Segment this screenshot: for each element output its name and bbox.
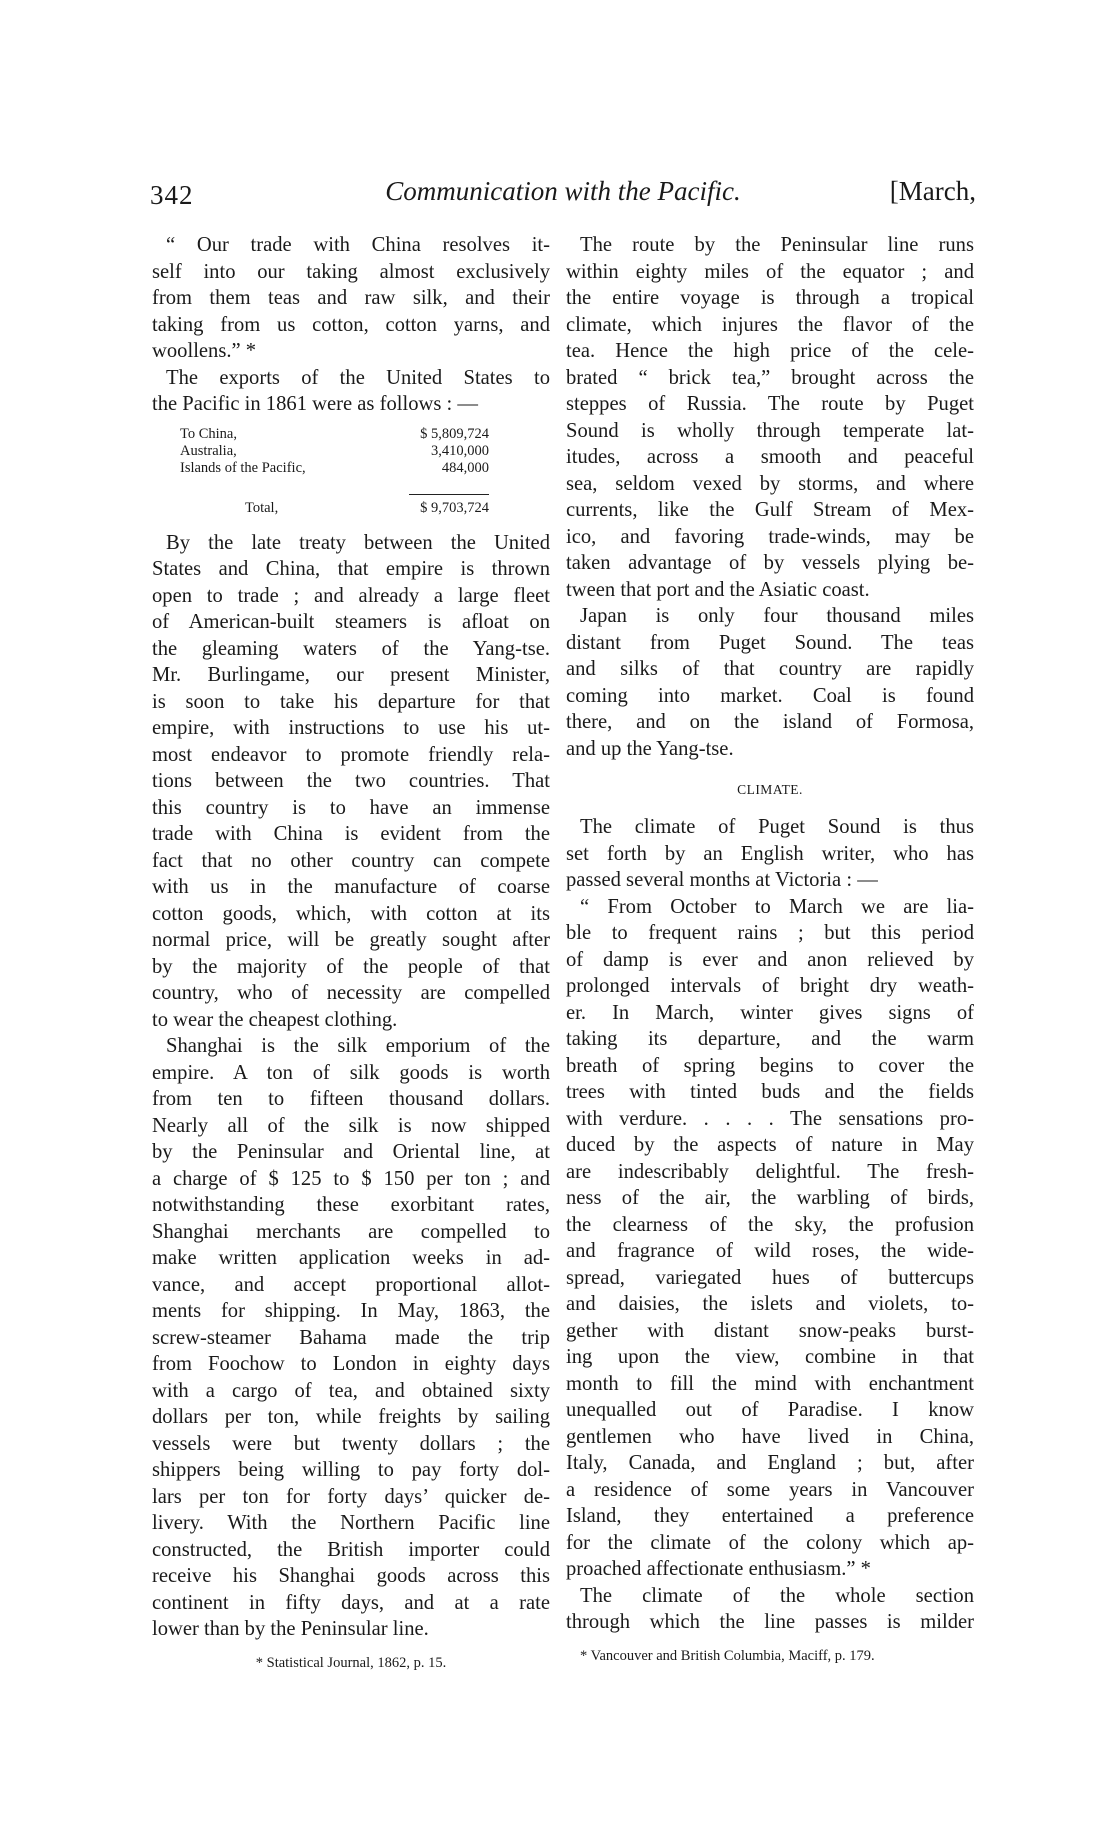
running-head (150, 176, 976, 216)
text-line: Shanghai is the silk emporium of the (166, 1035, 550, 1057)
exports-label: Islands of the Pacific, (180, 459, 306, 476)
shanghai-paragraph (152, 1033, 550, 1643)
text-line: States and China, that empire is thrown (152, 558, 550, 580)
text-line: are indescribably delightful. The fresh- (566, 1160, 974, 1183)
text-line: breath of spring begins to cover the (566, 1054, 974, 1077)
text-line: by the majority of the people of that (152, 955, 550, 978)
text-line: tea. Hence the high price of the cele- (566, 340, 974, 362)
text-line: ing upon the view, combine in that (566, 1346, 974, 1368)
text-line: duced by the aspects of nature in May (566, 1134, 974, 1156)
exports-total-label: Total, (245, 499, 279, 516)
text-line: with us in the manufacture of coarse (152, 876, 550, 898)
exports-table (152, 420, 550, 528)
text-line: ico, and favoring trade-winds, may be (566, 525, 974, 548)
text-line: brated “ brick tea,” brought across the (566, 366, 974, 389)
trade-quote-paragraph (152, 232, 550, 365)
article-title: Communication with the Pacific. (385, 176, 741, 206)
text-line: By the late treaty between the United (166, 531, 550, 554)
footnote-statistical-journal: * Statistical Journal, 1862, p. 15. (255, 1654, 447, 1671)
text-line: with a cargo of tea, and obtained sixty (152, 1379, 550, 1402)
text-line: from Foochow to London in eighty days (152, 1353, 550, 1375)
climate-intro-paragraph (566, 814, 974, 894)
exports-label: Australia, (180, 442, 237, 459)
text-line: “ From October to March we are lia- (580, 895, 974, 918)
text-line: “ Our trade with China resolves it- (166, 234, 550, 256)
text-line: constructed, the British importer could (152, 1538, 550, 1561)
exports-intro-paragraph (152, 365, 550, 418)
text-line: Italy, Canada, and England ; but, after (566, 1452, 974, 1474)
text-line: ness of the air, the warbling of birds, (566, 1187, 974, 1209)
text-line: prolonged intervals of bright dry weath- (566, 975, 974, 997)
text-line: a charge of $ 125 to $ 150 per ton ; and (152, 1167, 550, 1190)
text-line: the clearness of the sky, the profusion (566, 1213, 974, 1236)
text-line: taking its departure, and the warm (566, 1028, 974, 1050)
text-line: Sound is wholly through temperate lat- (566, 419, 974, 442)
text-line: livery. With the Northern Pacific line (152, 1512, 550, 1534)
text-line: ble to frequent rains ; but this period (566, 922, 974, 944)
text-line: shippers being willing to pay forty dol- (152, 1459, 550, 1481)
text-line: is soon to take his departure for that (152, 690, 550, 713)
text-line: distant from Puget Sound. The teas (566, 631, 974, 654)
text-line: The climate of Puget Sound is thus (580, 816, 974, 838)
text-line: by the Peninsular and Oriental line, at (152, 1141, 550, 1163)
exports-value: $ 5,809,724 (420, 425, 489, 442)
text-line: vessels were but twenty dollars ; the (152, 1432, 550, 1455)
text-line: from them teas and raw silk, and their (152, 287, 550, 309)
text-line: continent in fifty days, and at a rate (152, 1591, 550, 1614)
text-line: and daisies, the islets and violets, to- (566, 1293, 974, 1315)
treaty-paragraph (152, 530, 550, 1034)
text-line: empire, with instructions to use his ut- (152, 717, 550, 739)
text-line: gether with distant snow-peaks burst- (566, 1319, 974, 1342)
text-line: with verdure. . . . . The sensations pro- (566, 1107, 974, 1130)
text-line: spread, variegated hues of buttercups (566, 1266, 974, 1289)
text-line: empire. A ton of silk goods is worth (152, 1061, 550, 1084)
text-line: and fragrance of wild roses, the wide- (566, 1240, 974, 1262)
text-line: through which the line passes is milder (566, 1611, 974, 1633)
text-line: the gleaming waters of the Yang-tse. (152, 637, 550, 660)
text-line: Mr. Burlingame, our present Minister, (152, 664, 550, 686)
text-line: lower than by the Peninsular line. (152, 1618, 429, 1640)
exports-label: To China, (180, 425, 237, 442)
text-line: a residence of some years in Vancouver (566, 1478, 974, 1501)
text-line: itudes, across a smooth and peaceful (566, 446, 974, 468)
route-paragraph (566, 232, 974, 603)
text-line: coming into market. Coal is found (566, 684, 974, 707)
text-line: vance, and accept proportional allot- (152, 1273, 550, 1296)
text-line: unequalled out of Paradise. I know (566, 1399, 974, 1421)
exports-total-value: $ 9,703,724 (420, 499, 489, 516)
text-line: self into our taking almost exclusively (152, 260, 550, 283)
text-line: normal price, will be greatly sought after (152, 929, 550, 951)
section-heading-climate: CLIMATE. (737, 782, 803, 797)
text-line: cotton goods, which, with cotton at its (152, 902, 550, 925)
text-line: most endeavor to promote friendly rela- (152, 743, 550, 766)
text-line: proached affectionate enthusiasm.” * (566, 1558, 871, 1580)
text-line: notwithstanding these exorbitant rates, (152, 1194, 550, 1216)
text-line: Nearly all of the silk is now shipped (152, 1114, 550, 1137)
text-line: the Pacific in 1861 were as follows : — (152, 393, 478, 415)
text-line: of damp is ever and anon relieved by (566, 948, 974, 971)
exports-value: 3,410,000 (431, 442, 489, 459)
text-line: from ten to fifteen thousand dollars. (152, 1088, 550, 1110)
text-line: woollens.” * (152, 340, 257, 362)
text-line: this country is to have an immense (152, 796, 550, 819)
text-line: the entire voyage is through a tropical (566, 287, 974, 309)
text-line: set forth by an English writer, who has (566, 842, 974, 865)
text-line: there, and on the island of Formosa, (566, 711, 974, 733)
text-line: The climate of the whole section (580, 1584, 974, 1607)
footnote-vancouver: * Vancouver and British Columbia, Maciff, p. 179. (580, 1647, 875, 1664)
text-line: taken advantage of by vessels plying be- (566, 552, 974, 574)
text-line: steppes of Russia. The route by Puget (566, 393, 974, 415)
text-line: trade with China is evident from the (152, 823, 550, 845)
issue-month: [March, (889, 176, 976, 206)
left-column (152, 232, 550, 1673)
closing-paragraph (566, 1583, 974, 1636)
text-line: tween that port and the Asiatic coast. (566, 578, 870, 601)
text-line: er. In March, winter gives signs of (566, 1001, 974, 1024)
exports-value: 484,000 (441, 459, 489, 476)
japan-paragraph (566, 603, 974, 762)
text-line: The route by the Peninsular line runs (580, 234, 974, 256)
text-line: tions between the two countries. That (152, 770, 550, 792)
text-line: dollars per ton, while freights by sailing (152, 1406, 550, 1428)
text-line: gentlemen who have lived in China, (566, 1425, 974, 1448)
text-line: make written application weeks in ad- (152, 1247, 550, 1269)
text-line: currents, like the Gulf Stream of Mex- (566, 499, 974, 521)
text-line: month to fill the mind with enchantment (566, 1372, 974, 1395)
text-line: ments for shipping. In May, 1863, the (152, 1300, 550, 1322)
text-line: taking from us cotton, cotton yarns, and (152, 313, 550, 336)
text-line: receive his Shanghai goods across this (152, 1565, 550, 1587)
text-line: The exports of the United States to (166, 366, 550, 389)
sum-rule-divider (409, 494, 489, 495)
text-line: sea, seldom vexed by storms, and where (566, 472, 974, 495)
text-line: of American-built steamers is afloat on (152, 611, 550, 633)
text-line: open to trade ; and already a large fleet (152, 584, 550, 607)
text-line: Shanghai merchants are compelled to (152, 1220, 550, 1243)
text-line: screw-steamer Bahama made the trip (152, 1326, 550, 1349)
right-column (566, 232, 974, 1666)
text-line: within eighty miles of the equator ; and (566, 260, 974, 283)
text-line: and up the Yang-tse. (566, 737, 734, 760)
text-line: trees with tinted buds and the fields (566, 1081, 974, 1103)
climate-quote-paragraph (566, 894, 974, 1583)
text-line: to wear the cheapest clothing. (152, 1008, 398, 1031)
text-line: lars per ton for forty days’ quicker de- (152, 1485, 550, 1508)
text-line: and silks of that country are rapidly (566, 658, 974, 680)
text-line: passed several months at Victoria : — (566, 869, 878, 891)
text-line: fact that no other country can compete (152, 849, 550, 872)
text-line: country, who of necessity are compelled (152, 982, 550, 1004)
text-line: for the climate of the colony which ap- (566, 1531, 974, 1554)
text-line: climate, which injures the flavor of the (566, 313, 974, 336)
text-line: Island, they entertained a preference (566, 1505, 974, 1527)
page-number: 342 (150, 180, 194, 210)
text-line: Japan is only four thousand miles (580, 605, 974, 627)
